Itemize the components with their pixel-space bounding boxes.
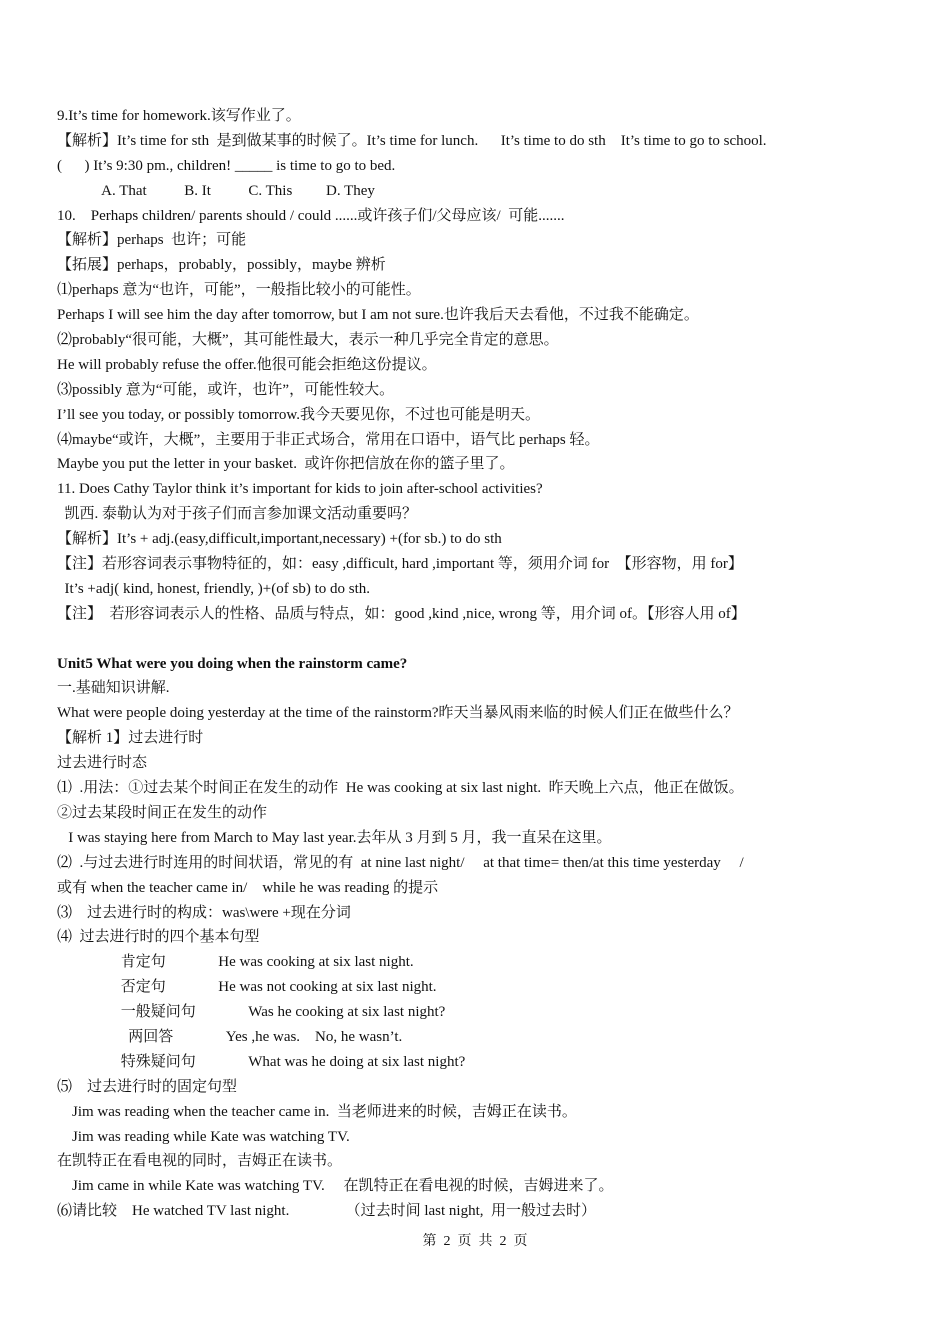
text-line: 肯定句 He was cooking at six last night. <box>57 954 414 971</box>
text-line: ⑹请比较 He watched TV last night. （过去时间 last night, 用一般过去时） <box>57 1203 596 1220</box>
text-line: 【解析】perhaps 也许；可能 <box>57 232 247 249</box>
text-line: ⑶ 过去进行时的构成：was\were +现在分词 <box>57 904 351 921</box>
text-line: 凯西. 泰勒认为对于孩子们而言参加课文活动重要吗？ <box>57 506 418 523</box>
text-line: 一.基础知识讲解. <box>57 680 170 697</box>
text-line: 【解析】It’s + adj.(easy,difficult,important,necessary) +(for sb.) to do sth <box>57 531 502 548</box>
document-body <box>57 104 877 1224</box>
text-line: 10. Perhaps children/ parents should / could ......或许孩子们/父母应该/ 可能....... <box>57 207 565 224</box>
text-line: Maybe you put the letter in your basket. 或许你把信放在你的篮子里了。 <box>57 456 515 473</box>
text-line: 9.It’s time for homework.该写作业了。 <box>57 108 301 124</box>
text-line: ( ) It’s 9:30 pm., children! _____ is time to go to bed. <box>57 157 396 174</box>
text-line: Jim came in while Kate was watching TV. 在凯特正在看电视的时候，吉姆进来了。 <box>57 1178 614 1195</box>
text-line: 在凯特正在看电视的同时，吉姆正在读书。 <box>57 1153 343 1170</box>
blank-line <box>57 627 877 652</box>
text-line: ⑷maybe“或许，大概”，主要用于非正式场合，常用在口语中，语气比 perhaps 轻。 <box>57 431 600 448</box>
text-line: What were people doing yesterday at the time of the rainstorm?昨天当暴风雨来临的时候人们正在做些什么？ <box>57 705 739 722</box>
text-line: I was staying here from March to May last year.去年从 3 月到 5 月，我一直呆在这里。 <box>57 829 612 846</box>
text-line: 【解析】It’s time for sth 是到做某事的时候了。It’s time for lunch. It’s time to do sth It’s time to go to school. <box>57 132 767 149</box>
text-line: ⑴ .用法：①过去某个时间正在发生的动作 He was cooking at six last night. 昨天晚上六点，他正在做饭。 <box>57 780 744 797</box>
text-line: ②过去某段时间正在发生的动作 <box>57 804 268 821</box>
text-line: ⑸ 过去进行时的固定句型 <box>57 1078 238 1095</box>
text-line: 特殊疑问句 What was he doing at six last night? <box>57 1053 466 1070</box>
text-line: ⑴perhaps 意为“也许，可能”，一般指比较小的可能性。 <box>57 282 421 299</box>
text-line: A. That B. It C. This D. They <box>57 182 375 199</box>
unit-heading: Unit5 What were you doing when the rainstorm came? <box>57 655 408 672</box>
text-line: I’ll see you today, or possibly tomorrow.我今天要见你，不过也可能是明天。 <box>57 406 541 423</box>
text-line: ⑵probably“很可能，大概”，其可能性最大，表示一种几乎完全肯定的意思。 <box>57 332 559 349</box>
text-line: 【拓展】perhaps，probably，possibly，maybe 辨析 <box>57 257 386 274</box>
text-line: Jim was reading while Kate was watching TV. <box>57 1128 350 1145</box>
text-line: ⑵ .与过去进行时连用的时间状语，常见的有 at nine last night/ at that time= then/at this time yesterday / <box>57 854 744 871</box>
text-line: 或有 when the teacher came in/ while he was reading 的提示 <box>57 879 439 896</box>
text-line: 11. Does Cathy Taylor think it’s important for kids to join after-school activities? <box>57 481 543 498</box>
text-line: Jim was reading when the teacher came in. 当老师进来的时候，吉姆正在读书。 <box>57 1103 577 1120</box>
text-line: ⑷ 过去进行时的四个基本句型 <box>57 929 260 946</box>
text-line: 一般疑问句 Was he cooking at six last night? <box>57 1004 446 1021</box>
text-line: It’s +adj( kind, honest, friendly, )+(of sb) to do sth. <box>57 580 370 597</box>
text-line: 【注】 若形容词表示人的性格、品质与特点，如：good ,kind ,nice, wrong 等，用介词 of。【形容人用 of】 <box>57 605 746 622</box>
text-line: ⑶possibly 意为“可能，或许，也许”，可能性较大。 <box>57 381 395 398</box>
text-line: 两回答 Yes ,he was. No, he wasn’t. <box>57 1028 403 1045</box>
text-line: 【解析 1】过去进行时 <box>57 730 204 747</box>
text-line: Perhaps I will see him the day after tomorrow, but I am not sure.也许我后天去看他，不过我不能确定。 <box>57 307 699 324</box>
text-line: He will probably refuse the offer.他很可能会拒绝这份提议。 <box>57 356 437 373</box>
text-line: 否定句 He was not cooking at six last night. <box>57 979 437 996</box>
text-line: 【注】若形容词表示事物特征的，如：easy ,difficult, hard ,important 等，须用介词 for 【形容物，用 for】 <box>57 556 743 573</box>
text-line: 过去进行时态 <box>57 755 148 772</box>
page-footer: 第 2 页 共 2 页 <box>422 1234 528 1249</box>
